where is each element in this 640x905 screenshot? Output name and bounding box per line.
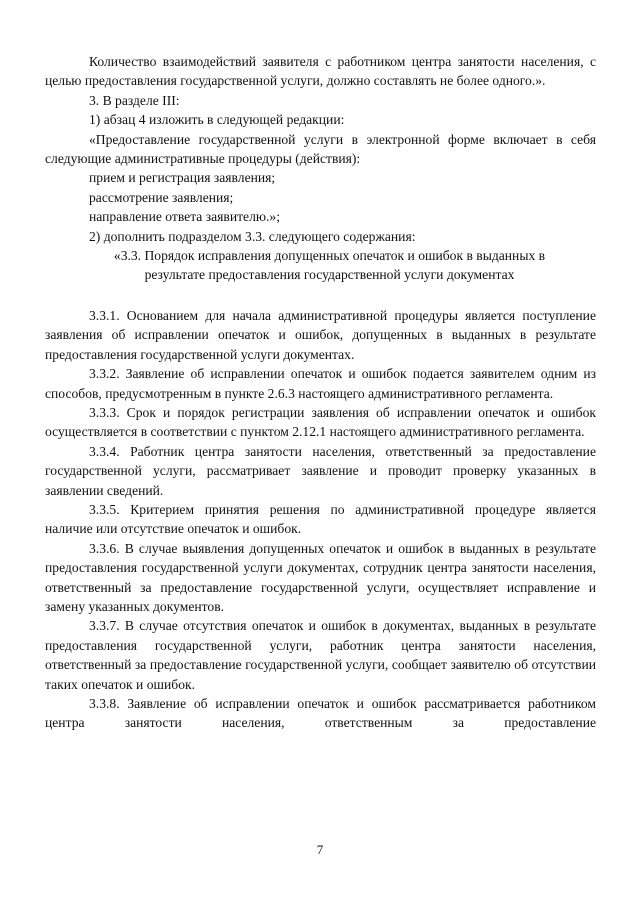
clause-3-3-3: 3.3.3. Срок и порядок регистрации заявления об исправлении опечаток и ошибок осуществляется в соответствии с пунктом 2.12.1 настоящего административного регламента. bbox=[45, 404, 596, 440]
clause-3-3-5: 3.3.5. Критерием принятия решения по административной процедуре является наличие или отсутствие опечаток и ошибок. bbox=[45, 501, 596, 537]
quote-paragraph: «Предоставление государственной услуги в электронной форме включает в себя следующие административные процедуры (действия): bbox=[45, 131, 596, 167]
intro-paragraph: Количество взаимодействий заявителя с работником центра занятости населения, с целью предоставления государственной услуги, должно составлять не более одного.». bbox=[45, 54, 596, 89]
item-3-1: 1) абзац 4 изложить в следующей редакции: bbox=[89, 112, 345, 128]
clause-3-3-6: 3.3.6. В случае выявления допущенных опечаток и ошибок в выданных в результате предоставления государственной услуги документах, сотрудник центра занятости населения, ответственный за предоставление государственной услуги, осуществляет исправление и замену указанных документов. bbox=[45, 540, 596, 614]
list-item: направление ответа заявителю.»; bbox=[89, 209, 280, 225]
clause-3-3-8: 3.3.8. Заявление об исправлении опечаток и ошибок рассматривается работником центра занятости населения, ответственным за предоставление bbox=[45, 696, 596, 731]
item-3-2: 2) дополнить подразделом 3.3. следующего содержания: bbox=[89, 228, 416, 244]
clause-3-3-1: 3.3.1. Основанием для начала административной процедуры является поступление заявления об исправлении опечаток и ошибок, допущенных в выданных в результате предоставления государственной услуги документах. bbox=[45, 307, 596, 362]
list-item: прием и регистрация заявления; bbox=[89, 170, 276, 186]
subsection-heading: «3.3. Порядок исправления допущенных опечаток и ошибок в выданных в результате предоставления государственной услуги документах bbox=[113, 248, 546, 283]
clause-3-3-7: 3.3.7. В случае отсутствия опечаток и ошибок в документах, выданных в результате предоставления государственной услуги, работник центра занятости населения, ответственный за предоставление государственной услуги, сообщает заявителю об отсутствии таких опечаток и ошибок. bbox=[45, 618, 596, 692]
item-3: 3. В разделе III: bbox=[89, 92, 180, 108]
page-number: 7 bbox=[316, 842, 324, 857]
clause-3-3-4: 3.3.4. Работник центра занятости населения, ответственный за предоставление государственной услуги, рассматривает заявление и проводит проверку указанных в заявлении сведений. bbox=[45, 443, 596, 498]
spacer bbox=[89, 285, 596, 306]
list-item: рассмотрение заявления; bbox=[89, 189, 234, 205]
clause-3-3-2: 3.3.2. Заявление об исправлении опечаток и ошибок подается заявителем одним из способов, предусмотренным в пункте 2.6.3 настоящего административного регламента. bbox=[45, 366, 596, 401]
